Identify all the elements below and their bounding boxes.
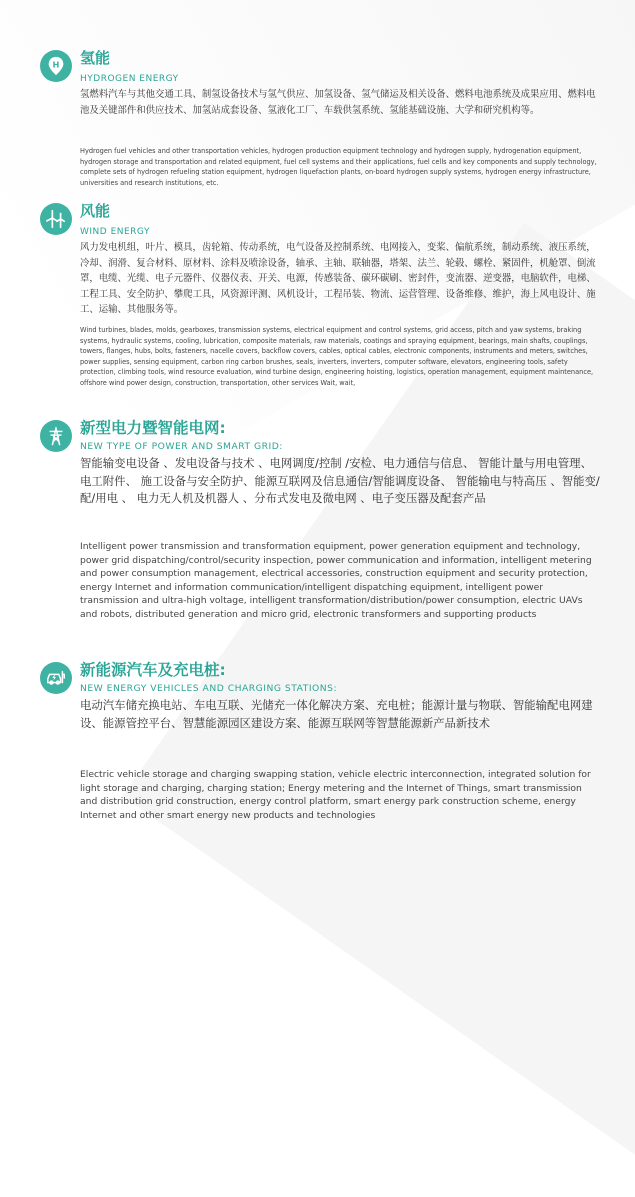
section-en-text: Wind turbines, blades, molds, gearboxes, transmission systems, electrical equipment and control systems, grid access, pitch and yaw systems, braking systems, hydraulic systems, cooling, lubrication, composite materials, raw materials, coatings and spraying equipment, bearings, main shafts, couplings, towers, flanges, hubs, bolts, fasteners, nacelle covers, backflow covers, cables, optical cables, electronic components, instruments and meters, switches, power supplies, sensing equipment, carbon ring carbon brushes, seals, inverters, inverters, computer software, elevators, engineering tools, safety protection, climbing tools, wind resource evaluation, wind turbine design, engineering hoisting, logistics, operation management, equipment maintenance, offshore wind power design, construction, transportation, other services Wait, wait, [80,326,594,387]
section-wind [40,203,600,403]
section-title: 风能 [80,202,111,220]
section-en-text: Intelligent power transmission and transformation equipment, power generation equipment and technology, power grid dispatching/control/security inspection, power communication and information, intelligent metering and power consumption management, electrical accessories, construction equipment and security protection, energy Internet and information communication/intelligent dispatching equipment, intelligent power transmission and ultra-high voltage, intelligent transformation/distribution/power consumption, electric UAVs and robots, distributed generation and micro grid, electronic transformers and supporting products [80,541,592,620]
ev-charging-icon [40,662,72,694]
section-zh-text: 风力发电机组，叶片、模具，齿轮箱、传动系统，电气设备及控制系统、电网接入，变桨、偏航系统，制动系统、液压系统，冷却、润滑、复合材料、原材料、涂料及喷涂设备，轴承、主轴、联轴器，塔架、法兰、轮毂、螺栓、紧固件，机舱罩、倒流罩，电缆、光缆、电子元器件、仪器仪表、开关、电源，传感装备、碳环碳刷、密封件，变流器、逆变器，电脑软件，电梯、工程工具、安全防护、攀爬工具，风资源评测、风机设计，工程吊装、物流、运营管理、设备维修、维护，海上风电设计、施工、运输、其他服务等。 [80,242,596,315]
section-ev-charging [40,662,600,842]
section-en-title: NEW TYPE OF POWER AND SMART GRID: [80,441,283,452]
section-title: 新能源汽车及充电桩: [80,661,226,679]
section-en-title: HYDROGEN ENERGY [80,74,179,84]
section-smart-grid [40,420,600,640]
section-en-title: NEW ENERGY VEHICLES AND CHARGING STATIONS: [80,683,338,694]
svg-text:H: H [52,59,60,70]
section-en-text: Electric vehicle storage and charging swapping station, vehicle electric interconnection, integrated solution for light storage and charging, charging station; Energy metering and the Internet of Things, smart transmission and distribution grid construction, energy control platform, smart energy park construction scheme, energy Internet and other smart energy new products and technologies [80,769,591,821]
section-zh-text: 智能输变电设备 、发电设备与技术 、电网调度/控制 /安检、电力通信与信息、 智能计量与用电管理、 电工附件、 施工设备与安全防护、能源互联网及信息通信/智能调度设备、 智能输电与特高压 、智能变/配/用电 、 电力无人机及机器人 、分布式发电及微电网 、电子变压器及配套产品 [80,456,600,506]
wind-turbine-icon [40,203,72,235]
section-title: 氢能 [80,49,111,67]
section-en-title: WIND ENERGY [80,227,150,237]
power-tower-icon [40,420,72,452]
section-zh-text: 电动汽车储充换电站、车电互联、光储充一体化解决方案、充电桩；能源计量与物联、智能输配电网建设、能源管控平台、智慧能源园区建设方案、能源互联网等智慧能源新产品新技术 [80,698,593,730]
section-title: 新型电力暨智能电网: [80,419,226,437]
hydrogen-icon [40,50,72,82]
section-hydrogen [40,50,600,190]
section-zh-text: 氢燃料汽车与其他交通工具、制氢设备技术与氢气供应、加氢设备、氢气储运及相关设备、燃料电池系统及成果应用、燃料电池及关键部件和供应技术、加氢站成套设备、氢液化工厂、车载供氢系统、氢能基础设施、大学和研究机构等。 [80,89,596,116]
section-en-text: Hydrogen fuel vehicles and other transportation vehicles, hydrogen production equipment technology and hydrogen supply, hydrogenation equipment, hydrogen storage and transportation and related equipment, fuel cell systems and their applications, fuel cells and key components and supply technology, complete sets of hydrogen refueling station equipment, hydrogen liquefaction plants, on-board hydrogen supply systems, hydrogen energy infrastructure, universities and research institutions, etc. [80,147,597,187]
